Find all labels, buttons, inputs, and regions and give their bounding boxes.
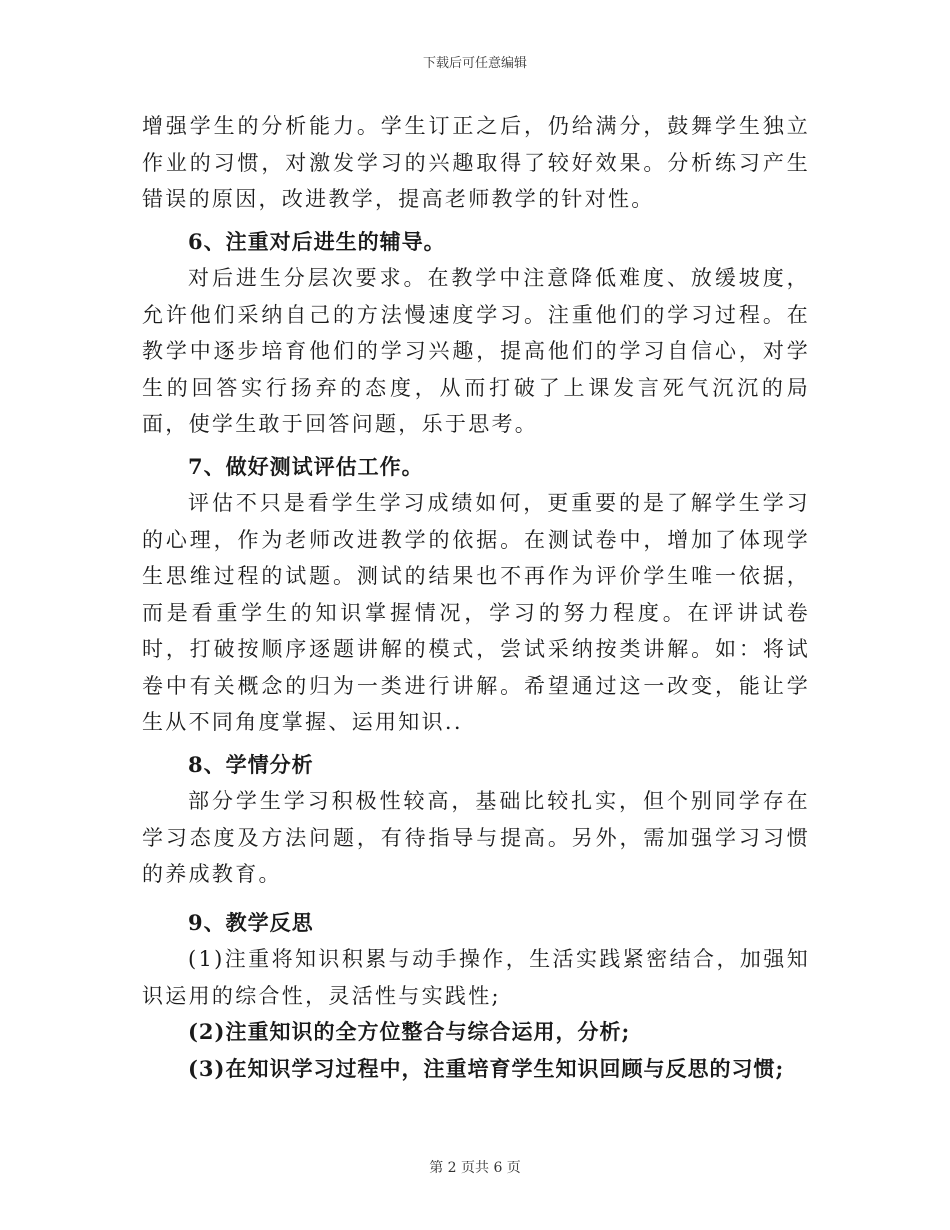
page-footer: 第 2 页共 6 页 bbox=[429, 1160, 521, 1176]
paragraph-6: 对后进生分层次要求。在教学中注意降低难度、放缓坡度，允许他们采纳自己的方法慢速度学习。注重他们的学习过程。在教学中逐步培育他们的学习兴趣，提高他们的学习自信心，对学生的回答实行扬弃的态度，从而打破了上课发言死气沉沉的局面，使学生敢于回答问题，乐于思考。 bbox=[142, 266, 810, 436]
section-heading-6: 6、注重对后进生的辅导。 bbox=[188, 228, 446, 254]
paragraph-7: 评估不只是看学生学习成绩如何，更重要的是了解学生学习的心理，作为老师改进教学的依据。在测试卷中，增加了体现学生思维过程的试题。测试的结果也不再作为评价学生唯一依据，而是看重学生的知识掌握情况，学习的努力程度。在评讲试卷时，打破按顺序逐题讲解的模式，尝试采纳按类讲解。如：将试卷中有关概念的归为一类进行讲解。希望通过这一改变，能让学生从不同角度掌握、运用知识.. bbox=[142, 491, 810, 734]
section-heading-9: 9、教学反思 bbox=[188, 909, 314, 935]
paragraph-8: 部分学生学习积极性较高，基础比较扎实，但个别同学存在学习态度及方法问题，有待指导与提高。另外，需加强学习习惯的养成教育。 bbox=[142, 789, 810, 886]
paragraph-intro: 增强学生的分析能力。学生订正之后，仍给满分，鼓舞学生独立作业的习惯，对激发学习的兴趣取得了较好效果。分析练习产生错误的原因，改进教学，提高老师教学的针对性。 bbox=[142, 114, 810, 211]
section-heading-8: 8、学情分析 bbox=[188, 751, 314, 777]
page-header: 下载后可任意编辑 bbox=[422, 56, 527, 71]
reflection-item-2: (2)注重知识的全方位整合与综合运用，分析; bbox=[188, 1019, 631, 1044]
section-heading-7: 7、做好测试评估工作。 bbox=[188, 453, 424, 479]
reflection-item-1: (1)注重将知识积累与动手操作，生活实践紧密结合，加强知识运用的综合性，灵活性与实践性; bbox=[142, 947, 810, 1008]
reflection-item-3: (3)在知识学习过程中，注重培育学生知识回顾与反思的习惯; bbox=[188, 1055, 785, 1081]
document-body bbox=[142, 108, 810, 1087]
